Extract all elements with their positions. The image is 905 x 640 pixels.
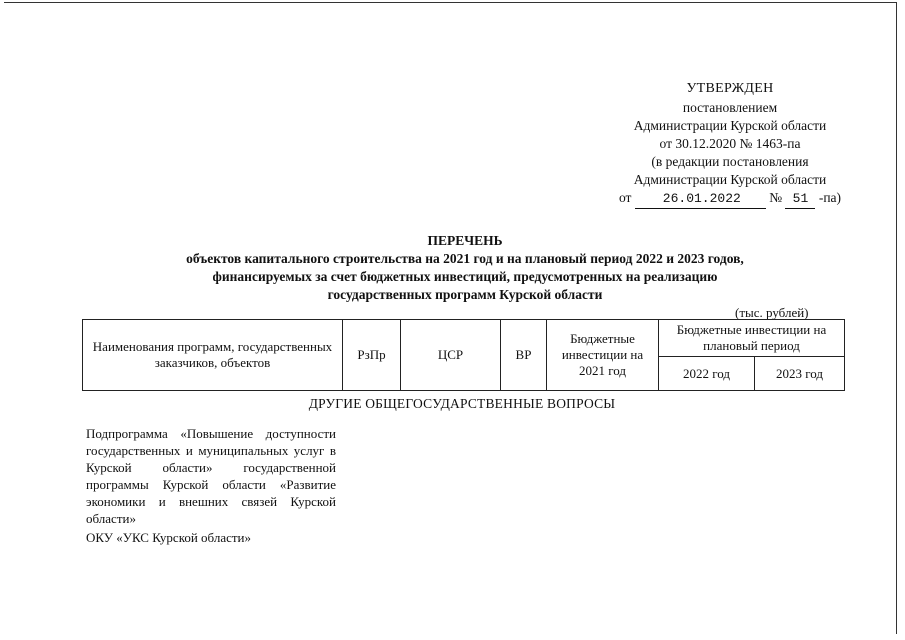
- header-invest-2021: Бюджетные инвестиции на 2021 год: [547, 320, 659, 391]
- header-rzpr: РзПр: [343, 320, 401, 391]
- header-2023: 2023 год: [755, 357, 845, 391]
- approval-line-3: от 30.12.2020 № 1463-па: [659, 136, 801, 151]
- approval-date-line: [600, 189, 860, 209]
- header-invest-plan: Бюджетные инвестиции на плановый период: [659, 320, 845, 357]
- header-vr: ВР: [501, 320, 547, 391]
- number-suffix: -па): [818, 190, 842, 205]
- approval-line-2: Администрации Курской области: [633, 118, 827, 133]
- section-title: ДРУГИЕ ОБЩЕГОСУДАРСТВЕННЫЕ ВОПРОСЫ: [308, 396, 616, 411]
- approval-line-5: Администрации Курской области: [633, 172, 827, 187]
- document-heading: [100, 232, 830, 304]
- objects-table: [82, 319, 845, 391]
- document-title: ПЕРЕЧЕНЬ: [427, 233, 503, 248]
- amendment-date: 26.01.2022: [635, 190, 766, 209]
- header-name: Наименования программ, государственных заказчиков, объектов: [83, 320, 343, 391]
- amendment-number: 51: [785, 190, 815, 209]
- approval-title: УТВЕРЖДЕН: [686, 81, 774, 96]
- header-2022: 2022 год: [659, 357, 755, 391]
- document-subtitle-line-1: объектов капитального строительства на 2021 год и на плановый период 2022 и 2023 годов,: [186, 251, 744, 266]
- document-subtitle-line-3: государственных программ Курской области: [327, 287, 603, 302]
- document-subtitle-line-2: финансируемых за счет бюджетных инвестиций, предусмотренных на реализацию: [212, 269, 718, 284]
- approval-line-1: постановлением: [682, 100, 778, 115]
- approval-block: [600, 80, 860, 209]
- units-label: (тыс. рублей): [735, 305, 809, 320]
- header-csr: ЦСР: [401, 320, 501, 391]
- customer-text: ОКУ «УКС Курской области»: [86, 530, 252, 545]
- date-prefix: от: [618, 190, 632, 205]
- subprogram-text: Подпрограмма «Повышение доступности государственных и муниципальных услуг в Курской области» государственной программы Курской области «Развитие экономики и внешних связей Курской области»: [86, 426, 336, 526]
- number-prefix: №: [769, 190, 783, 205]
- approval-line-4: (в редакции постановления: [651, 154, 809, 169]
